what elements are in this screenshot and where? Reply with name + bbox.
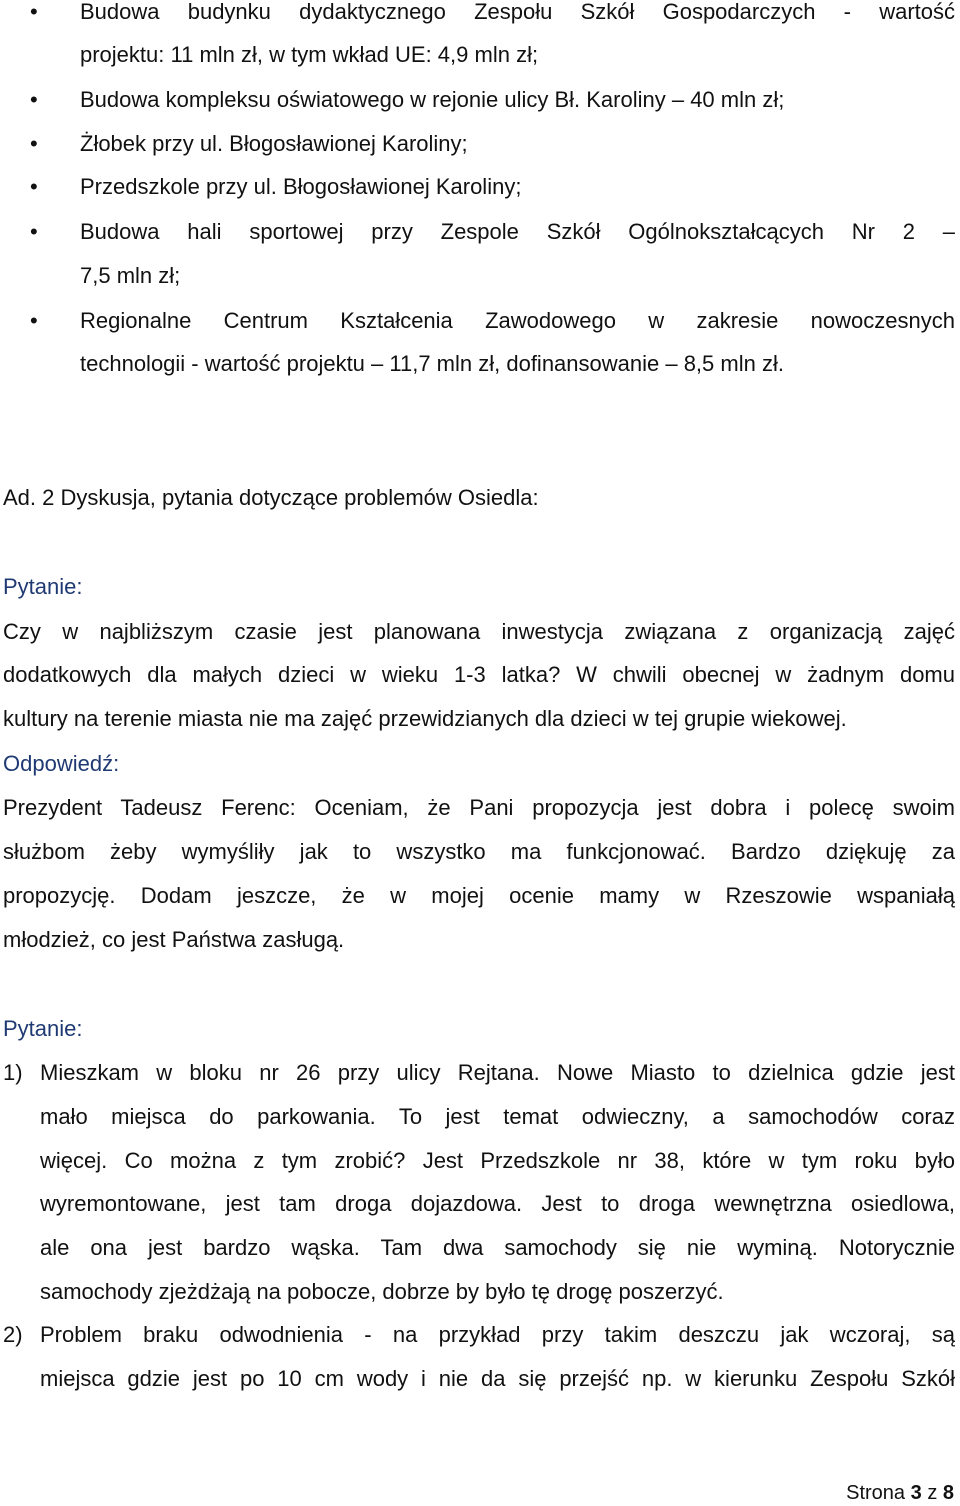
- of-word: z: [927, 1482, 938, 1504]
- bullet-text-line: Budowa kompleksu oświatowego w rejonie ulicy Bł. Karoliny – 40 mln zł;: [80, 87, 785, 112]
- list-item-line: ale ona jest bardzo wąska. Tam dwa samochody się nie wyminą. Notorycznie: [40, 1235, 955, 1260]
- total-pages-number: 8: [942, 1482, 954, 1504]
- list-item-line: więcej. Co można z tym zrobić? Jest Przedszkole nr 38, które w tym roku było: [40, 1148, 955, 1173]
- question-label: Pytanie:: [3, 574, 83, 599]
- section-heading: Ad. 2 Dyskusja, pytania dotyczące problemów Osiedla:: [3, 485, 539, 510]
- question-text-line: Czy w najbliższym czasie jest planowana inwestycja związana z organizacją zajęć: [3, 619, 955, 644]
- answer-text-line: propozycję. Dodam jeszcze, że w mojej ocenie mamy w Rzeszowie wspaniałą: [3, 883, 955, 908]
- bullet-text-line: Budowa hali sportowej przy Zespole Szkół Ogólnokształcących Nr 2 –: [80, 219, 955, 244]
- answer-text-line: Prezydent Tadeusz Ferenc: Oceniam, że Pani propozycja jest dobra i polecę swoim: [3, 795, 955, 820]
- bullet-text-line: Żłobek przy ul. Błogosławionej Karoliny;: [80, 131, 468, 156]
- bullet-dot: •: [30, 308, 38, 333]
- question-text-line: kultury na terenie miasta nie ma zajęć przewidzianych dla dzieci w tej grupie wiekowej.: [3, 706, 847, 731]
- page-word: Strona: [846, 1482, 906, 1504]
- answer-label: Odpowiedź:: [3, 751, 120, 776]
- page-footer: [846, 1480, 954, 1506]
- answer-text-line: służbom żeby wymyśliły jak to wszystko ma funkcjonować. Bardzo dziękuję za: [3, 839, 955, 864]
- bullet-text-line: technologii - wartość projektu – 11,7 mln zł, dofinansowanie – 8,5 mln zł.: [80, 351, 784, 376]
- list-item-line: miejsca gdzie jest po 10 cm wody i nie da się przejść np. w kierunku Zespołu Szkół: [40, 1366, 955, 1391]
- bullet-dot: •: [30, 174, 38, 199]
- bullet-text-line: Przedszkole przy ul. Błogosławionej Karoliny;: [80, 174, 522, 199]
- list-number: 1): [3, 1060, 23, 1085]
- answer-text-line: młodzież, co jest Państwa zasługą.: [3, 927, 345, 952]
- bullet-text-line: projektu: 11 mln zł, w tym wkład UE: 4,9 mln zł;: [80, 42, 539, 67]
- list-number: 2): [3, 1322, 23, 1347]
- list-item-line: samochody zjeżdżają na pobocze, dobrze by było tę drogę poszerzyć.: [40, 1279, 724, 1304]
- bullet-text-line: Budowa budynku dydaktycznego Zespołu Szkół Gospodarczych - wartość: [80, 0, 955, 24]
- current-page-number: 3: [910, 1482, 922, 1504]
- list-item-line: wyremontowane, jest tam droga dojazdowa. Jest to droga wewnętrzna osiedlowa,: [40, 1191, 955, 1216]
- bullet-dot: •: [30, 131, 38, 156]
- question-text-line: dodatkowych dla małych dzieci w wieku 1-3 latka? W chwili obecnej w żadnym domu: [3, 662, 955, 687]
- list-item-line: mało miejsca do parkowania. To jest temat odwieczny, a samochodów coraz: [40, 1104, 955, 1129]
- bullet-text-line: 7,5 mln zł;: [80, 263, 181, 288]
- question-label: Pytanie:: [3, 1016, 83, 1041]
- bullet-dot: •: [30, 87, 38, 112]
- list-item-line: Mieszkam w bloku nr 26 przy ulicy Rejtana. Nowe Miasto to dzielnica gdzie jest: [40, 1060, 955, 1085]
- list-item-line: Problem braku odwodnienia - na przykład przy takim deszczu jak wczoraj, są: [40, 1322, 955, 1347]
- bullet-dot: •: [30, 0, 38, 24]
- bullet-dot: •: [30, 219, 38, 244]
- bullet-text-line: Regionalne Centrum Kształcenia Zawodowego w zakresie nowoczesnych: [80, 308, 955, 333]
